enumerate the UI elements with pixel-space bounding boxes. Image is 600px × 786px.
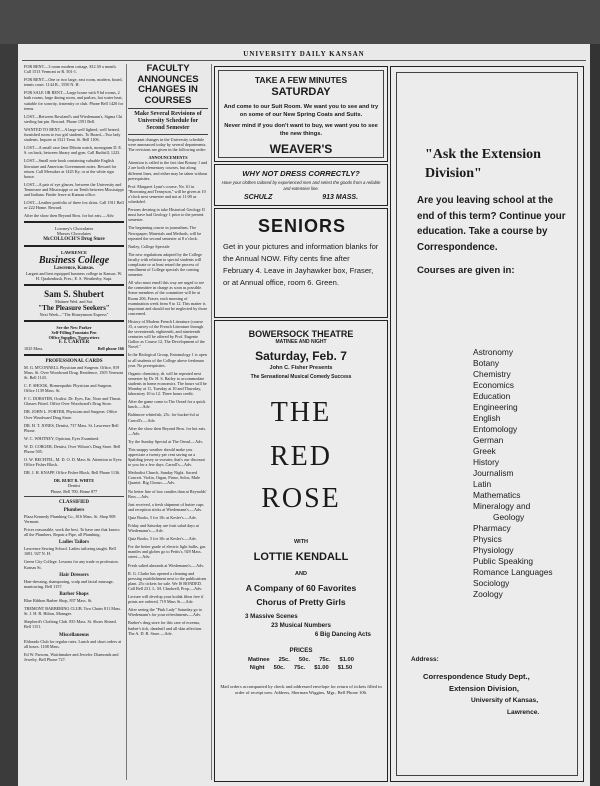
- course-item: Zoology: [473, 589, 503, 599]
- course-item: Pharmacy: [473, 523, 511, 533]
- theatre-sub: MATINEE AND NIGHT: [275, 339, 327, 345]
- classified-entry: Plaza Kennedy Plumbing Co., 816 Mass. St. Shop 908 Vermont.: [24, 513, 116, 524]
- pen-addr: 1025 Mass.: [24, 345, 44, 351]
- chocolate-line: Lowney's Chocolates: [54, 226, 94, 232]
- scan-right-margin: [590, 44, 600, 786]
- shubert-name: Sam S. Shubert: [44, 289, 104, 299]
- classified-section-heading: Barber Shops: [59, 591, 89, 597]
- divider: [24, 496, 124, 497]
- course-item: Engineering: [473, 402, 518, 412]
- mail-orders: Mail orders accompanied by check and addressed envelope for return of tickets filled in order of receipt now. Address, Sherman Wiggins, Mgr., Bell Phone 106.: [220, 684, 382, 695]
- price-cell: 50c.: [273, 665, 285, 671]
- announcement-paragraph: In the Biological Group, Entomology 1 is open to all students of the College above freshman year. No prerequisites.: [128, 352, 207, 368]
- divider: [128, 134, 208, 135]
- professional-card: DR. J. H. KNAPP, Office Fisher Block. Bell Phone 1136.: [24, 470, 121, 476]
- small-ad: Quiz Books, 5 for 10c at Kesler's.—Adv.: [128, 536, 197, 542]
- divider: [24, 221, 124, 223]
- announcement-paragraph: The beginning course in journalism, The Newspaper; Materials and Methods, will be repeated the second semester at 8 o'clock.: [128, 225, 202, 241]
- address-heading: Address:: [411, 656, 439, 663]
- price-cell: Night: [249, 665, 265, 671]
- announcement-paragraph: All who must enroll this way are urged to see the committee in charge as soon as possible. Some members of the committee will be at Room 206, Fraser, each morning of examination week from 9 to 12. This matter is important and should not be neglected by those concerned.: [128, 280, 208, 316]
- address-line-4: Lawrence.: [507, 709, 540, 716]
- masthead: UNIVERSITY DAILY KANSAN: [243, 50, 365, 58]
- professional-card: W. C. WHITNEY, Optician, Eyes Examined.: [24, 435, 100, 441]
- divider: [24, 245, 124, 247]
- small-ad: Quiz Books, 5 for 10c at Kesler's.—Adv.: [128, 514, 197, 520]
- college-city: Lawrence, Kansas.: [53, 265, 95, 271]
- pen-name: F. I. CARTER: [58, 340, 90, 346]
- college-body: Largest and best equipped business college in Kansas. W. H. Quakenbush, Pres.; E. S. Weatherby, Supt.: [25, 270, 123, 281]
- weaver-line2: SATURDAY: [271, 86, 331, 98]
- shubert-line: Matinee Wed. and Sat.: [55, 299, 93, 304]
- drug-store-name: McCOLLOCH'S Drug Store: [43, 236, 105, 242]
- classified-section-heading: Hair Dressers: [59, 572, 89, 578]
- small-ad: R. G. Clarke has opened a cleaning and pressing establishment next to the publications plant. 25c tickets for sale. We IS BONDED. Call Bell 231. L. M. Chadwell, Prop.—Adv.: [128, 570, 207, 591]
- divider: [24, 354, 124, 356]
- extension-question: Are you leaving school at the end of this term? Continue your education. Take a course by Correspondence.: [417, 195, 566, 253]
- price-table: [219, 656, 383, 672]
- seniors-body: Get in your pictures and information blanks for the Annual NOW. Fifty cents fine after February 4. Leave in Jayhawker box, Fraser, or at Annual office, room 6. Green.: [223, 242, 379, 287]
- extension-ad: [390, 66, 584, 782]
- classified-entry: Shepherd's Clothing Club. 835 Mass. St. Shoes Shined. Bell 1151.: [24, 619, 117, 630]
- weaver-body2: Never mind if you don't want to buy, we want you to see the new things.: [224, 123, 378, 137]
- announcement-paragraph: Nutley, College Speciale: [128, 243, 170, 249]
- announcement-paragraphs: [128, 160, 208, 367]
- course-item: Latin: [473, 479, 492, 489]
- prof-cards: [24, 365, 124, 476]
- small-ad: No better line of box candies than at Reynolds' Bros.—Adv.: [128, 488, 207, 499]
- small-ad: Friday and Saturday are fruit salad days at Wiedemann's.—Adv.: [128, 523, 199, 534]
- price-cell: Matinee: [248, 657, 270, 663]
- classified-section-heading: Plumbers: [63, 507, 85, 513]
- classified-entry: Blue Ribbon Barber Shop, 837 Mass. St.: [24, 598, 93, 604]
- schulz-sub: Have your clothes tailored by experienced men and select the goods from a reliable and extensive line.: [221, 180, 381, 191]
- feature-2: 23 Musical Numbers: [271, 622, 331, 629]
- title-word-1: THE: [270, 397, 332, 428]
- announcements-subtitle: Make Several Revisions of University Schedule for Second Semester: [134, 111, 202, 131]
- price-cell: $1.00: [339, 657, 354, 663]
- college-name: Business College: [38, 254, 110, 266]
- theatre-name: BOWERSOCK THEATRE: [248, 329, 354, 339]
- small-ad: Barber's drug store for this care of eczema, barber's itch, dandruff and all skin affection. The A. D. B. Store.—Adv.: [128, 620, 203, 636]
- classified-entry: TREMONT BARBERING CLUB. Two Chairs 811 Mass. St. J. H. B. Hilton, Manager.: [24, 606, 122, 617]
- column-rule: [211, 64, 212, 780]
- course-item: History: [473, 457, 500, 467]
- course-item: Sociology: [473, 578, 510, 588]
- classified-entry: Lawrence Sewing School. Ladies tailoring taught. Bell 1081. 927 N. H.: [24, 546, 116, 557]
- professional-card: DR. JOHN L. PORTER, Physician and Surgeon. Office Over Woodward Drug Store.: [24, 409, 118, 420]
- small-ad: Just received, a fresh shipment of butter cups and reception sticks at Wiedemann's.—Adv.: [128, 501, 204, 512]
- announcements-title: FACULTY ANNOUNCES CHANGES IN COURSES: [137, 64, 199, 106]
- dr-white-desc: Dentist: [67, 483, 81, 489]
- courses-heading: Courses are given in:: [417, 265, 515, 276]
- divider: [24, 284, 124, 286]
- column-rule: [126, 64, 127, 780]
- classified-ad: LOST—A small case Jane Diboin watch, monogram D. E. S. on back, between library and gym. Call Rudisill, 1223.: [24, 145, 123, 156]
- course-item: Mineralogy and: [473, 501, 531, 511]
- schulz-ad: [214, 164, 388, 206]
- pen-line: See the New Parker: [56, 325, 92, 331]
- small-ad: Fresh salted almonds at Wiedemann's.—Adv.: [128, 562, 205, 568]
- classifieds-column: [24, 64, 124, 780]
- classified-ad: FOR SALE OR RENT—Large house with 9 bd rooms, 2 bath rooms, large dining room, and parlors, hot water heat; suitable for sorority, fraternity or club. Phone Bell 1420 for terms.: [24, 90, 124, 111]
- classified-title: CLASSIFIED: [58, 499, 89, 505]
- classified-ad: FOR RENT—One or two large, east room, modern, board, tennis court. 1144 R., 1550 N. H.: [24, 77, 123, 88]
- seniors-title: SENIORS: [257, 216, 347, 236]
- classified-entry: Ed W. Parsons, Watchmaker and Jeweler. Diamonds and Jewelry. Bell Phone 727.: [24, 651, 119, 662]
- classifieds-top: [24, 64, 124, 218]
- address-line-3: University of Kansas,: [471, 697, 539, 704]
- professional-card: F. C. DORSTER, Oculist. Dr. Eyes, Ear, Nose and Throat. Glasses Fitted. Office Over Woodward's Drug Store.: [24, 396, 122, 407]
- business-college-ad: [24, 250, 124, 281]
- course-item: Physics: [473, 534, 502, 544]
- announcement-paragraph: Attention is called to the fact that Botany 1 and 2 are both elementary courses, but along different lines, and either may be taken without prerequisites.: [128, 160, 208, 181]
- announcements-intro: Important changes in the University schedule were announced today by several departments. The revisions are given in the following order:: [128, 137, 207, 153]
- seniors-ad: [214, 208, 388, 318]
- small-ad: Baltimore whitefish, 25c. for bucket-ful at Carroll's.—Adv.: [128, 412, 199, 423]
- course-item: Journalism: [473, 468, 514, 478]
- small-ad: Methodist Church, Sunday Night. Sacred Concert. Violin, Organ, Piano, Solos, Male Quartet. Big Chorus.—Adv.: [128, 470, 200, 486]
- pen-line: Office Supplies, Typewriters: [48, 335, 100, 341]
- price-cell: $1.50: [337, 665, 353, 671]
- course-item: English: [473, 413, 501, 423]
- extension-heading: "Ask the Extension Division": [425, 147, 541, 181]
- schulz-head: WHY NOT DRESS CORRECTLY?: [242, 169, 360, 178]
- classified-ad: LOST—Between Rowland's and Wiedemann's, Sigma Chi sterling hat pin. Reward. Phone 1591 Bell.: [24, 113, 123, 124]
- classified-ad: LOST—Small note book containing valuable English literature and American Government notes. Reward for return. Call Messaker at 1425 Ky. or at the white sign house.: [24, 158, 117, 179]
- announcement-paragraph: The new regulations adopted by the College faculty with relation to special students will complicate or at least retard the process of enrollment of College specials the coming semester.: [128, 251, 202, 278]
- announcement-paragraph: History of Modern French Literature (course 15, a survey of the French Literature through the seventeenth, eighteenth, and nineteenth centuries will be offered by Prof. Eugenie Galloo as Course 12, The Development of the Novel.": [128, 318, 205, 350]
- college-top: LAWRENCE: [60, 249, 87, 255]
- pen-ad: [24, 325, 124, 350]
- course-item: Physiology: [473, 545, 514, 555]
- classified-section-heading: Ladies Tailors: [58, 540, 90, 546]
- classified-sections: [24, 508, 124, 662]
- small-ad: After seeing the "Pink Lady" Saturday go to Wiedemann's for your refreshments.—Adv.: [128, 607, 203, 618]
- shubert-note: Next Week—"The Honeymoon Express": [39, 312, 109, 318]
- title-word-2: RED: [270, 441, 332, 472]
- classified-ad: After the show then Beyond Bros. for hot eats.—Adv.: [24, 213, 115, 219]
- small-ad: For the better grade of electric light bulbs, gas mantles and globes go to Pettis's, 929 Mass. street.—Adv.: [128, 544, 206, 560]
- chocolates-ad: [24, 226, 124, 241]
- weaver-line1: TAKE A FEW MINUTES: [254, 75, 348, 85]
- shubert-show: "The Pleasure Seekers": [38, 304, 110, 313]
- classified-entry: Eldorado Club for regular rates. Lunch and short orders at all hours. 1108 Mass.: [24, 638, 122, 649]
- small-ad: Organic chemistry, dt. will be repeated next semester by Dr. H. S. Bailey to accommodate students in home economics. The hours will be Monday at 11, Tuesday at 10 and Thursday, laboratory 10 to 12. Three hours credit.: [128, 370, 207, 397]
- small-ads: [128, 371, 208, 636]
- classified-section-heading: Miscellaneous: [59, 632, 89, 638]
- professional-card: DR. H. T. JONES, Dentist, 737 Mass. St. Lawrence Bell Phone.: [24, 422, 119, 433]
- theatre-presents: John C. Fisher Presents: [269, 365, 333, 371]
- course-item: Romance Languages: [473, 567, 553, 577]
- small-ad: Lecture will develop your kodak films free if prints are ordered, 719 Mass St.—Adv.: [128, 594, 204, 605]
- professional-card: W. D. CORGER, Dentist, Over Wilson's Drug Store. Bell Phone 505.: [24, 443, 121, 454]
- theatre-ad: [214, 320, 388, 782]
- theatre-with: WITH: [293, 539, 309, 545]
- weaver-name: WEAVER'S: [269, 142, 333, 157]
- classified-ad: WANTED TO RENT—A large well lighted, well heated, furnished room to two girl students. To Board—Two lady students. Inquire at 1521 Tenn. St. Bell 1106.: [24, 126, 121, 143]
- shubert-ad: [24, 289, 124, 317]
- small-ad: Try the Sunday Special at The Oread.—Adv.: [128, 438, 204, 444]
- schulz-footer: [219, 194, 383, 201]
- professional-card: O. W. BECHTEL, M. D. O. D. Mass St. Attention to Eyes. Office Fisher Block.: [24, 457, 123, 468]
- course-item: Mathematics: [473, 490, 521, 500]
- course-item: German: [473, 435, 504, 445]
- scan-top-margin: [0, 0, 600, 44]
- course-item: Astronomy: [473, 347, 514, 357]
- announcements-column: [128, 64, 208, 780]
- pen-phone: Bell phone 166: [97, 345, 124, 351]
- theatre-desc: The Sensational Musical Comedy Success: [250, 374, 352, 380]
- small-ad: After the game come to The Oread for a quick lunch.—Adv.: [128, 399, 206, 410]
- price-row: [219, 664, 383, 672]
- theatre-and: AND: [295, 571, 307, 577]
- classified-entry: Prices reasonable, work the best. To have one that knows all the Plumbers, Repair a Pipe, all Plumbing.: [24, 527, 120, 538]
- course-item: Chemistry: [473, 369, 511, 379]
- price-cell: 75c.: [293, 665, 306, 671]
- schulz-addr: 913 MASS.: [322, 194, 359, 201]
- course-item: Entomology: [473, 424, 518, 434]
- classified-ad: LOST—A pair of eye glasses, between the University and Tennessee and Mississippi or on Tenth between Mississippi and Indiana. Finder leave at Kansan office.: [24, 181, 124, 197]
- theatre-chorus: Chorus of Pretty Girls: [256, 597, 346, 607]
- address-line-1: Correspondence Study Dept.,: [423, 672, 530, 681]
- address-line-2: Extension Division,: [449, 684, 520, 693]
- classified-entry: Hair-dressing, shampooing, scalp and facial massage, manicuring. Bell 1157.: [24, 578, 114, 589]
- divider: [24, 320, 124, 322]
- dr-white-card: [24, 478, 124, 493]
- prices-heading: PRICES: [289, 647, 313, 654]
- weaver-body1: And come to our Suit Room. We want you to see and try on some of our New Spring Coats and Suits.: [223, 104, 379, 118]
- newspaper-page: [18, 44, 590, 786]
- small-ad: This snappy weather should make you appreciate a twenty per cent saving on a Spalding jersey or sweater, that's our discount to you for a few days. Carroll's—Adv.: [128, 446, 205, 468]
- price-cell: 25c.: [278, 657, 290, 663]
- dr-white-name: DR. BURT R. WHITE: [53, 478, 95, 484]
- theatre-company: A Company of 60 Favorites: [245, 583, 357, 593]
- title-word-3: ROSE: [261, 483, 341, 514]
- feature-1: 3 Massive Scenes: [245, 613, 298, 620]
- announcements-head: ANNOUNCEMENTS: [148, 155, 188, 161]
- weavers-ad: [214, 66, 388, 162]
- professional-card: M. G. M'CONNELL Physician and Surgeon. Office, 819 Mass. St. Over Woodward Drug. Residence, 1505 Vermont St. Bell 1143.: [24, 364, 123, 380]
- feature-3: 6 Big Dancing Acts: [314, 631, 371, 638]
- theatre-date: Saturday, Feb. 7: [255, 349, 347, 363]
- pen-line: Self-Filling Fountain Pen: [51, 330, 97, 336]
- announcement-paragraph: Prof. Margaret Lynn's course, No. 61 in "Browning and Tennyson," will be given at 10 o'clock next semester and not at 11:00 as scheduled.: [128, 183, 206, 205]
- course-item: Economics: [473, 380, 514, 390]
- price-cell: $1.00: [314, 665, 329, 671]
- masthead-rule: [22, 60, 586, 61]
- course-item: Geology: [493, 512, 525, 522]
- theatre-star: LOTTIE KENDALL: [253, 551, 349, 563]
- dr-white-phone: Phone, Bell 700, Home 877: [50, 488, 98, 494]
- announcement-paragraph: Persons desiring to take Historical Geology II must have had Geology 1 prior to the present semester.: [128, 207, 205, 223]
- divider: [128, 108, 208, 109]
- course-item: Education: [473, 391, 511, 401]
- course-item: Greek: [473, 446, 496, 456]
- classified-ad: LOST—Leather portfolio of three fox skins. Call 1911 Bell or 222 Home. Reward.: [24, 200, 124, 211]
- price-cell: 50c.: [298, 657, 311, 663]
- schulz-name: SCHULZ: [243, 194, 273, 201]
- price-row: [219, 656, 383, 664]
- price-cell: 75c.: [319, 657, 331, 663]
- chocolate-line: Morses Chocolates: [56, 231, 92, 237]
- small-ad: After the show then Beyond Bros. for hot eats.—Adv.: [128, 425, 207, 436]
- course-list: [473, 347, 553, 600]
- professional-card: C. F. SHOOK, Homeopathic Physician and Surgeon. Office 1139 Mass. St.: [24, 383, 113, 394]
- prof-cards-title: PROFESSIONAL CARDS: [45, 358, 103, 364]
- classified-entry: Green City College. Lessons for any trade or profession. Kansas St.: [24, 559, 119, 570]
- course-item: Public Speaking: [473, 556, 534, 566]
- classified-ad: FOR RENT—3 room modern cottage, $12.50 a month. Call 1513 Vermont or R. 501-1.: [24, 64, 117, 75]
- course-item: Botany: [473, 358, 500, 368]
